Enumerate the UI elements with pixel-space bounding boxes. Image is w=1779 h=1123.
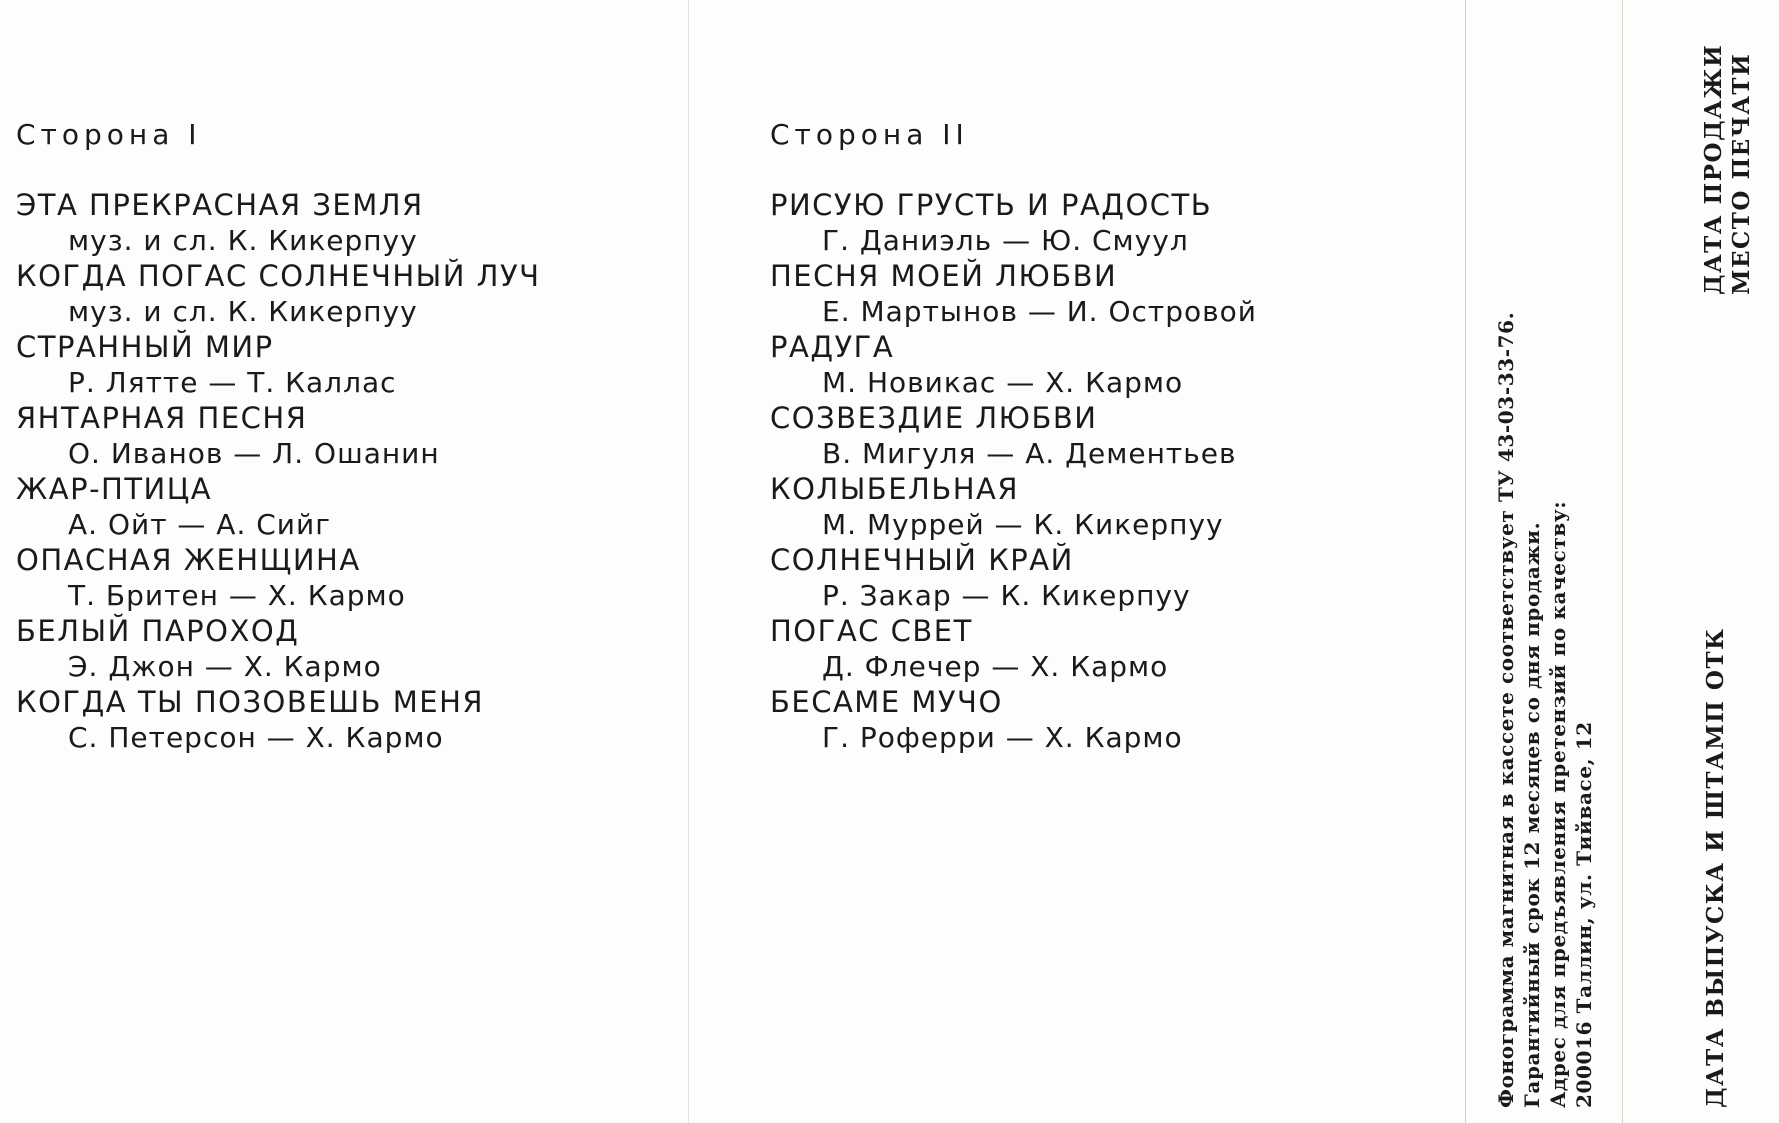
track-credit: Г. Даниэль — Ю. Смуул	[822, 224, 1189, 257]
track-title: ПЕСНЯ МОЕЙ ЛЮБВИ	[770, 259, 1118, 293]
track-item	[16, 188, 676, 259]
track-item	[16, 330, 676, 401]
track-item	[770, 614, 1430, 685]
track-credit: Р. Лятте — Т. Каллас	[68, 366, 397, 399]
legal-line: Фонограмма магнитная в кассете соответствует ТУ 43-03-33-76.	[1494, 311, 1518, 1108]
track-credit: Э. Джон — Х. Кармо	[68, 650, 382, 683]
track-title: РАДУГА	[770, 330, 895, 364]
track-item	[770, 188, 1430, 259]
side-one-tracklist	[16, 118, 676, 756]
track-title: ЯНТАРНАЯ ПЕСНЯ	[16, 401, 308, 435]
track-credit: муз. и сл. К. Кикерпуу	[68, 224, 418, 257]
track-title: КОГДА ТЫ ПОЗОВЕШЬ МЕНЯ	[16, 685, 485, 719]
side-two-heading: Сторона II	[770, 118, 969, 151]
track-item	[16, 401, 676, 472]
track-title: БЕСАМЕ МУЧО	[770, 685, 1003, 719]
print-place-label: МЕСТО ПЕЧАТИ	[1728, 52, 1755, 295]
track-item	[16, 472, 676, 543]
track-credit: Т. Бритен — Х. Кармо	[68, 579, 406, 612]
track-credit: М. Новикас — Х. Кармо	[822, 366, 1184, 399]
side-one-heading: Сторона I	[16, 118, 202, 151]
track-item	[770, 543, 1430, 614]
legal-notice	[1493, 312, 1597, 1108]
track-title: КОГДА ПОГАС СОЛНЕЧНЫЙ ЛУЧ	[16, 259, 541, 293]
track-credit: С. Петерсон — Х. Кармо	[68, 721, 444, 754]
release-date-stamp-label	[1702, 628, 1730, 1108]
release-date-label: ДАТА ВЫПУСКА И ШТАМП ОТК	[1702, 627, 1729, 1108]
track-credit: Е. Мартынов — И. Островой	[822, 295, 1257, 328]
fold-line	[1622, 0, 1623, 1123]
track-title: ЖАР-ПТИЦА	[16, 472, 213, 506]
track-title: СОЗВЕЗДИЕ ЛЮБВИ	[770, 401, 1098, 435]
track-item	[16, 685, 676, 756]
track-title: ЭТА ПРЕКРАСНАЯ ЗЕМЛЯ	[16, 188, 424, 222]
track-credit: А. Ойт — А. Сийг	[68, 508, 331, 541]
side-two-tracks	[770, 188, 1430, 756]
legal-line: Гарантийный срок 12 месяцев со дня продажи.	[1520, 521, 1544, 1108]
track-credit: Г. Роферри — Х. Кармо	[822, 721, 1183, 754]
side-one-tracks	[16, 188, 676, 756]
track-item	[770, 330, 1430, 401]
fold-line	[688, 0, 689, 1123]
track-title: СОЛНЕЧНЫЙ КРАЙ	[770, 543, 1074, 577]
track-credit: Р. Закар — К. Кикерпуу	[822, 579, 1191, 612]
track-title: ПОГАС СВЕТ	[770, 614, 973, 648]
track-title: БЕЛЫЙ ПАРОХОД	[16, 614, 300, 648]
track-item	[16, 543, 676, 614]
track-title: ОПАСНАЯ ЖЕНЩИНА	[16, 543, 361, 577]
track-item	[770, 472, 1430, 543]
track-title: РИСУЮ ГРУСТЬ И РАДОСТЬ	[770, 188, 1213, 222]
track-credit: М. Муррей — К. Кикерпуу	[822, 508, 1224, 541]
track-item	[770, 401, 1430, 472]
track-credit: Д. Флечер — Х. Кармо	[822, 650, 1169, 683]
track-item	[16, 259, 676, 330]
legal-line: 200016 Таллин, ул. Тийвасе, 12	[1572, 721, 1596, 1108]
track-credit: муз. и сл. К. Кикерпуу	[68, 295, 418, 328]
track-credit: В. Мигуля — А. Дементьев	[822, 437, 1237, 470]
track-item	[16, 614, 676, 685]
track-title: СТРАННЫЙ МИР	[16, 330, 274, 364]
side-two-tracklist	[770, 118, 1430, 756]
sale-date-stamp-label	[1700, 44, 1756, 295]
fold-line	[1465, 0, 1466, 1123]
legal-line: Адрес для предъявления претензий по качеству:	[1546, 500, 1570, 1108]
sale-date-label: ДАТА ПРОДАЖИ	[1700, 43, 1727, 295]
track-item	[770, 259, 1430, 330]
track-title: КОЛЫБЕЛЬНАЯ	[770, 472, 1020, 506]
track-credit: О. Иванов — Л. Ошанин	[68, 437, 440, 470]
track-item	[770, 685, 1430, 756]
